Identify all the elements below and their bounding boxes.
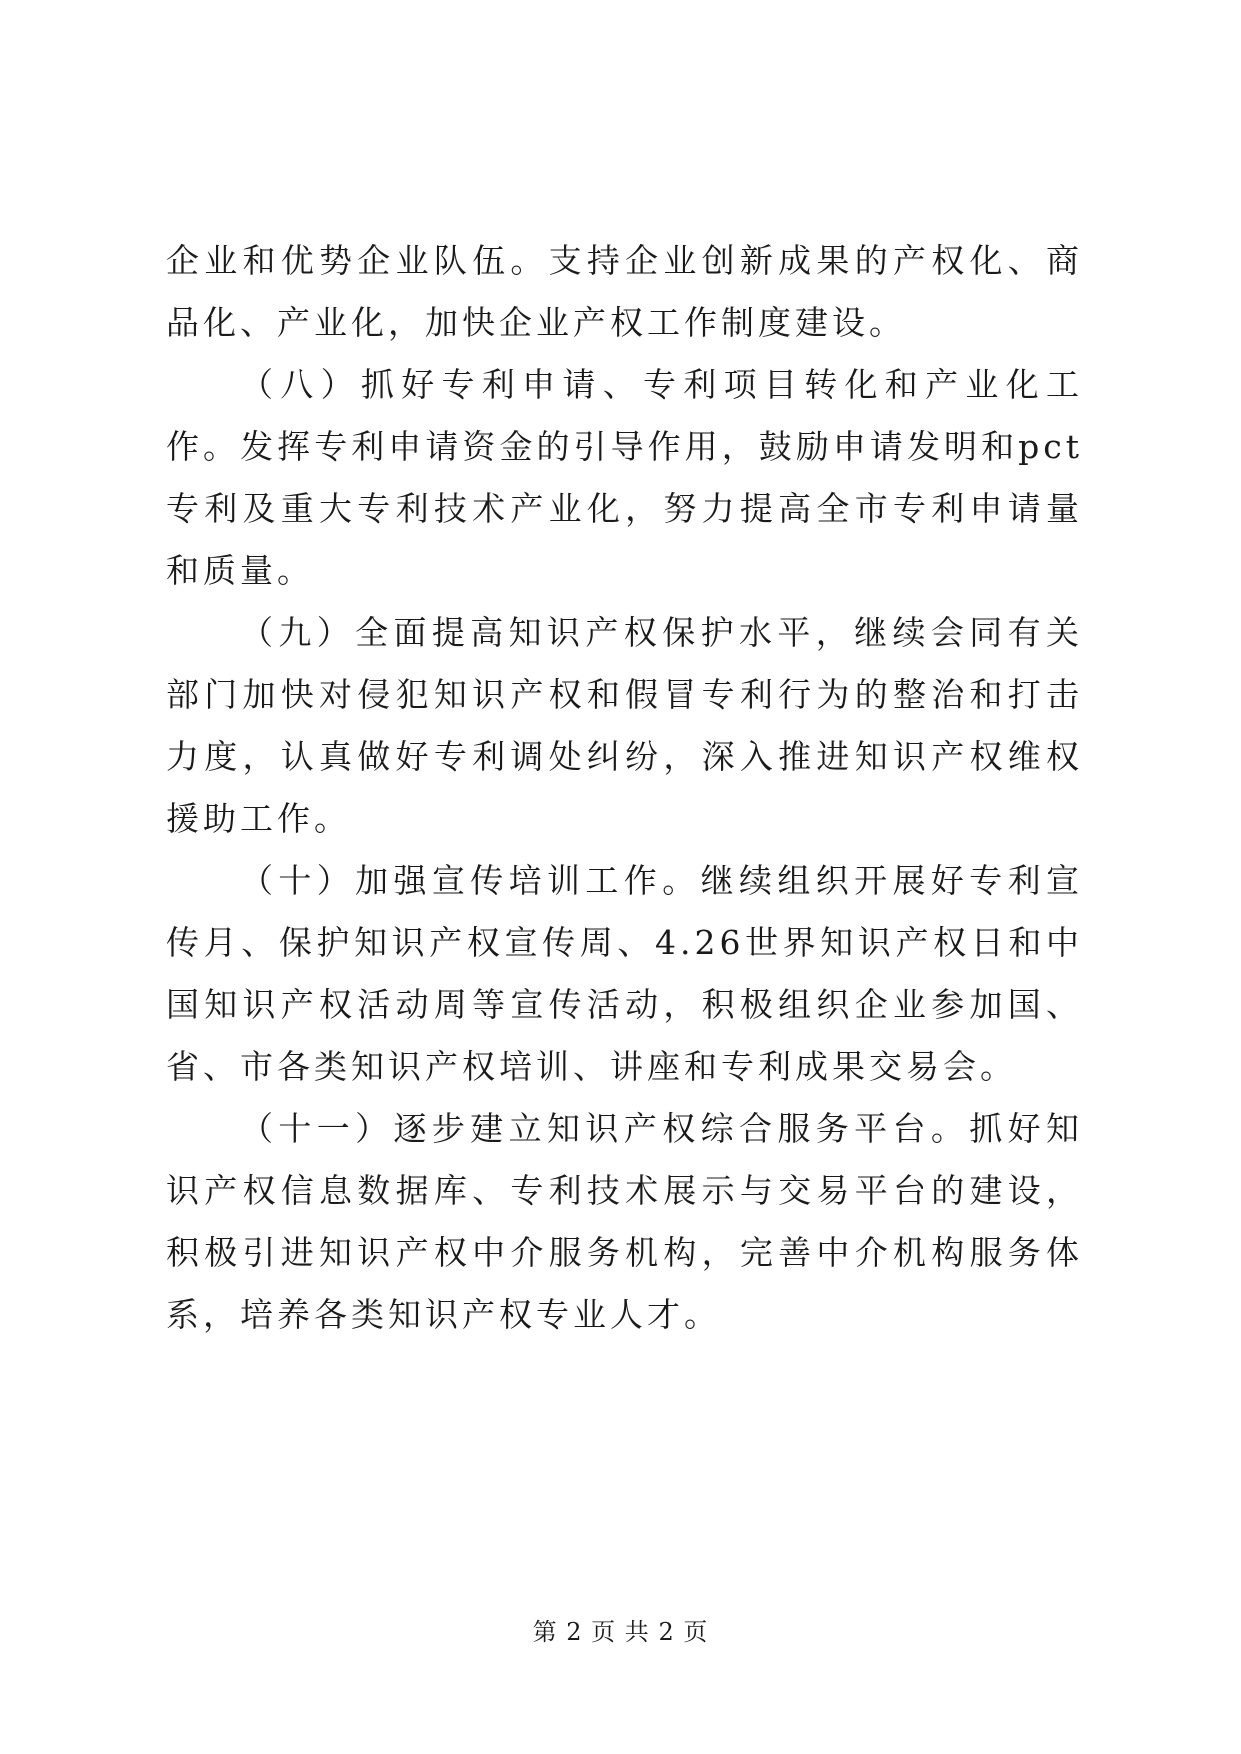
document-body — [166, 230, 1083, 1346]
paragraph-continuation: 企业和优势企业队伍。支持企业创新成果的产权化、商品化、产业化，加快企业产权工作制度建设。 — [166, 241, 1083, 342]
paragraph-item-10: （十）加强宣传培训工作。继续组织开展好专利宣传月、保护知识产权宣传周、4.26世界知识产权日和中国知识产权活动周等宣传活动，积极组织企业参加国、省、市各类知识产权培训、讲座和专利成果交易会。 — [166, 861, 1083, 1086]
paragraph-item-8: （八）抓好专利申请、专利项目转化和产业化工作。发挥专利申请资金的引导作用，鼓励申请发明和pct专利及重大专利技术产业化，努力提高全市专利申请量和质量。 — [166, 365, 1083, 590]
paragraph-item-9: （九）全面提高知识产权保护水平，继续会同有关部门加快对侵犯知识产权和假冒专利行为的整治和打击力度，认真做好专利调处纠纷，深入推进知识产权维权援助工作。 — [166, 613, 1083, 838]
paragraph-item-11: （十一）逐步建立知识产权综合服务平台。抓好知识产权信息数据库、专利技术展示与交易平台的建设，积极引进知识产权中介服务机构，完善中介机构服务体系，培养各类知识产权专业人才。 — [166, 1109, 1083, 1334]
page-footer: 第 2 页 共 2 页 — [532, 1618, 709, 1646]
